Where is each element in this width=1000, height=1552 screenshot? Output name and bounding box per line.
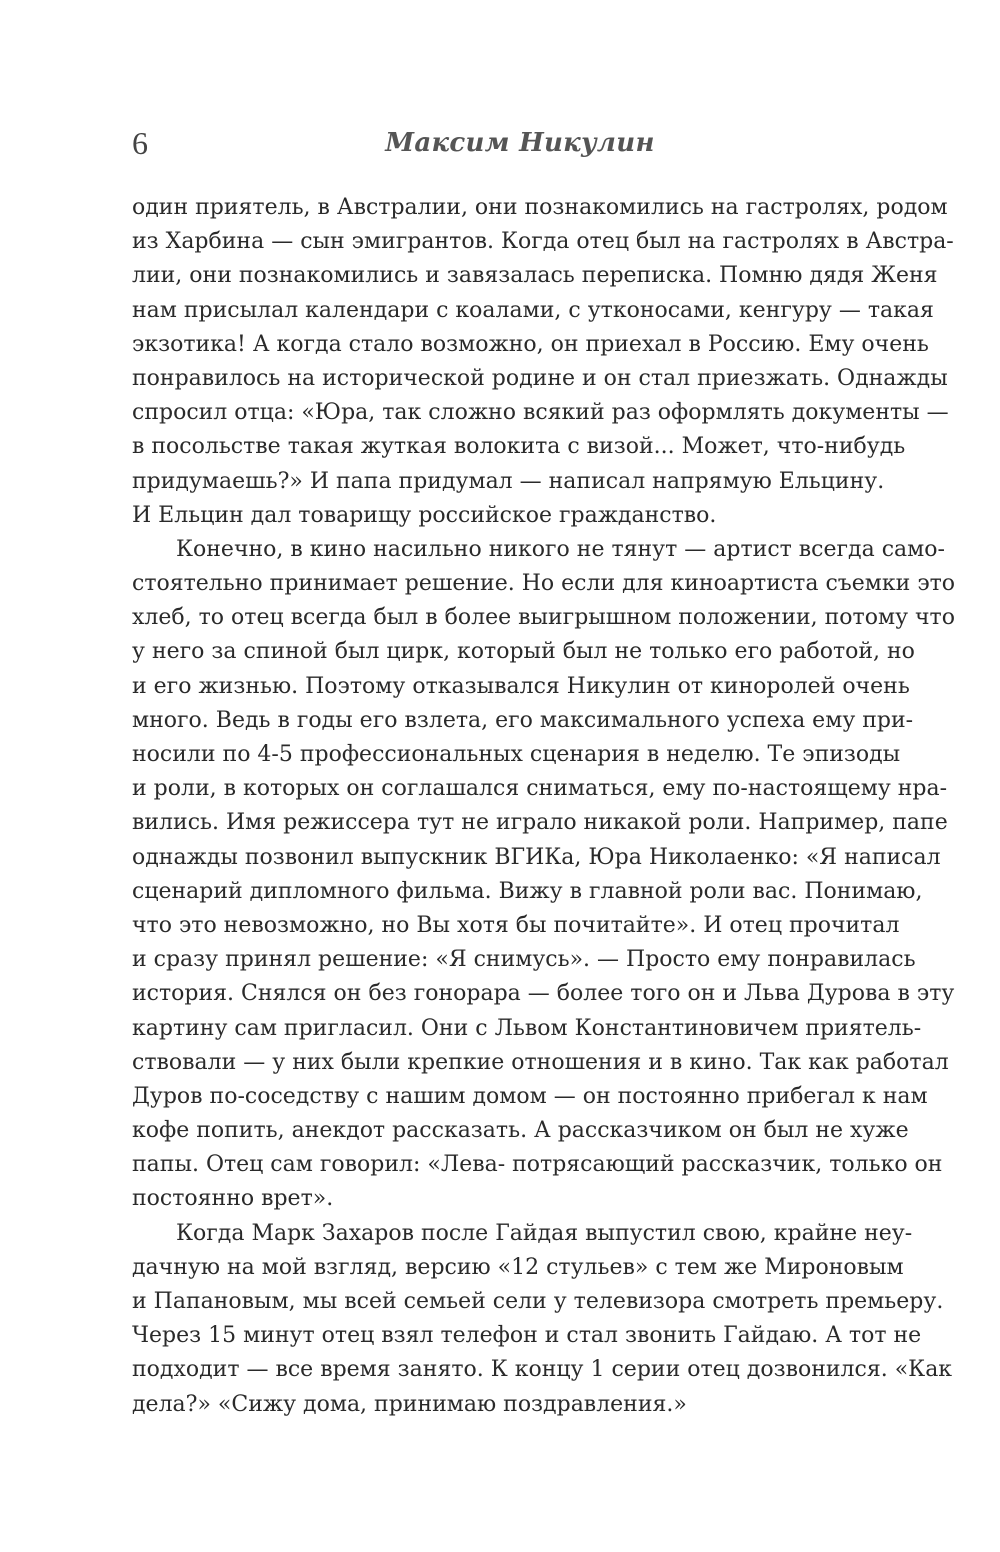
text-line: экзотика! А когда стало возможно, он приехал в Россию. Ему очень	[132, 331, 929, 357]
text-line: стоятельно принимает решение. Но если для киноартиста съемки это	[132, 571, 956, 597]
book-title: Максим Никулин	[385, 128, 655, 158]
text-line: что это невозможно, но Вы хотя бы почитайте». И отец прочитал	[132, 912, 900, 938]
text-line: Когда Марк Захаров после Гайдая выпустил свою, крайне неу-	[176, 1220, 913, 1246]
text-line: вились. Имя режиссера тут не играло никакой роли. Например, папе	[132, 810, 948, 836]
text-line: в посольстве такая жуткая волокита с визой... Может, что-нибудь	[132, 434, 906, 460]
text-line: картину сам пригласил. Они с Львом Константиновичем приятель-	[132, 1015, 922, 1041]
text-line: хлеб, то отец всегда был в более выигрышном положении, потому что	[132, 605, 955, 631]
text-line: дела?» «Сижу дома, принимаю поздравления.»	[132, 1391, 687, 1417]
text-line: из Харбина — сын эмигрантов. Когда отец был на гастролях в Австра-	[132, 229, 954, 255]
text-line: много. Ведь в годы его взлета, его максимального успеха ему при-	[132, 707, 914, 733]
text-line: история. Снялся он без гонорара — более того он и Льва Дурова в эту	[132, 981, 955, 1007]
text-line: И Ельцин дал товарищу российское гражданство.	[132, 502, 717, 528]
paragraph	[132, 1217, 953, 1422]
text-line: и сразу принял решение: «Я снимусь». — Просто ему понравилась	[132, 947, 916, 973]
text-line: Конечно, в кино насильно никого не тянут — артист всегда само-	[176, 536, 945, 562]
text-line: однажды позвонил выпускник ВГИКа, Юра Николаенко: «Я написал	[132, 844, 941, 870]
text-line: один приятель, в Австралии, они познакомились на гастролях, родом	[132, 195, 948, 220]
text-line: понравилось на исторической родине и он стал приезжать. Однажды	[132, 365, 948, 391]
text-line: постоянно врет».	[132, 1186, 334, 1212]
text-line: и Папановым, мы всей семьей сели у телевизора смотреть премьеру.	[132, 1289, 944, 1314]
text-line: лии, они познакомились и завязалась переписка. Помню дядя Женя	[132, 263, 938, 289]
page-number: 6	[132, 125, 148, 161]
paragraph	[132, 533, 956, 1217]
text-line: сценарий дипломного фильма. Вижу в главной роли вас. Понимаю,	[132, 878, 923, 904]
text-line: носили по 4-5 профессиональных сценария в неделю. Те эпизоды	[132, 742, 901, 767]
text-line: Через 15 минут отец взял телефон и стал звонить Гайдаю. А тот не	[132, 1323, 922, 1349]
text-line: у него за спиной был цирк, который был не только его работой, но	[132, 639, 915, 665]
text-line: и роли, в которых он соглашался сниматься, ему по-настоящему нра-	[132, 776, 948, 802]
text-line: Дуров по-соседству с нашим домом — он постоянно прибегал к нам	[132, 1083, 928, 1109]
text-line: придумаешь?» И папа придумал — написал напрямую Ельцину.	[132, 468, 885, 494]
text-line: спросил отца: «Юра, так сложно всякий раз оформлять документы —	[132, 400, 949, 426]
paragraph	[132, 191, 954, 533]
text-line: подходит — все время занято. К концу 1 серии отец дозвонился. «Как	[132, 1357, 953, 1383]
text-line: и его жизнью. Поэтому отказывался Никулин от киноролей очень	[132, 673, 910, 699]
text-line: ствовали — у них были крепкие отношения и в кино. Так как работал	[132, 1049, 949, 1075]
body-text	[132, 191, 956, 1422]
text-line: кофе попить, анекдот рассказать. А рассказчиком он был не хуже	[132, 1118, 909, 1144]
text-line: папы. Отец сам говорил: «Лева- потрясающий рассказчик, только он	[132, 1152, 943, 1178]
text-line: дачную на мой взгляд, версию «12 стульев» с тем же Мироновым	[132, 1254, 904, 1280]
running-head	[132, 121, 868, 165]
text-line: нам присылал календари с коалами, с утконосами, кенгуру — такая	[132, 297, 934, 323]
